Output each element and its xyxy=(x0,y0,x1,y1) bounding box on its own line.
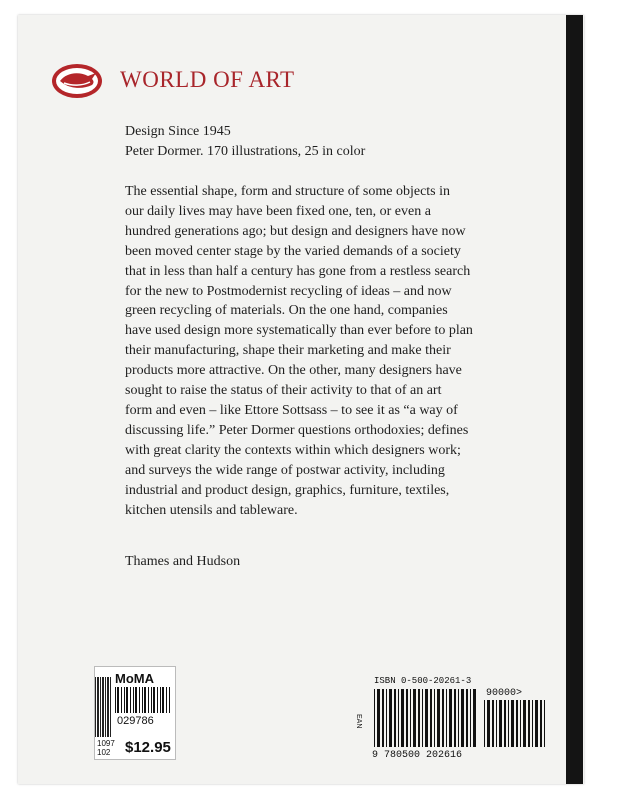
blurb-line: The essential shape, form and structure of some objects in xyxy=(125,184,451,199)
blurb-line: been moved center stage by the varied demands of a society xyxy=(125,243,461,259)
store-label: MoMA xyxy=(115,671,154,686)
sticker-barcode-strip xyxy=(95,677,112,737)
barcode-bar xyxy=(398,689,399,747)
barcode-bar xyxy=(535,700,538,747)
sticker-small-code: 1097 102 xyxy=(97,739,115,757)
price-sticker xyxy=(94,666,176,760)
barcode-bar xyxy=(437,689,440,747)
blurb-line: kitchen utensils and tableware. xyxy=(125,502,298,518)
barcode-bar xyxy=(540,700,542,747)
barcode-bar xyxy=(446,689,447,747)
barcode-bar xyxy=(523,700,526,747)
blurb-line: their manufacturing, shape their marketing and make their xyxy=(125,343,451,359)
barcode-bar xyxy=(466,689,468,747)
price-label: $12.95 xyxy=(125,739,171,756)
barcode-bar xyxy=(458,689,459,747)
book-byline: Peter Dormer. 170 illustrations, 25 in color xyxy=(125,144,366,159)
barcode-bar xyxy=(473,689,476,747)
barcode-bar xyxy=(377,689,380,747)
barcode-bar xyxy=(484,700,485,747)
ean-barcode xyxy=(374,689,478,747)
barcode-bar xyxy=(394,689,396,747)
barcode-bar xyxy=(418,689,420,747)
barcode-bar xyxy=(389,689,392,747)
blurb-line: discussing life.” Peter Dormer questions orthodoxies; defines xyxy=(125,422,469,438)
blurb-line: products more attractive. On the other, many designers have xyxy=(125,363,462,379)
price-barcode xyxy=(484,700,546,747)
sticker-code: 029786 xyxy=(117,715,154,727)
barcode-bar xyxy=(434,689,435,747)
barcode-bar xyxy=(532,700,533,747)
barcode-bar xyxy=(454,689,456,747)
barcode-bar xyxy=(496,700,497,747)
barcode-bar xyxy=(520,700,521,747)
barcode-bar xyxy=(449,689,452,747)
barcode-bar xyxy=(413,689,416,747)
book-spine xyxy=(566,15,583,784)
dolphin-logo-icon xyxy=(52,64,102,98)
barcode-bar xyxy=(425,689,428,747)
barcode-bar xyxy=(492,700,494,747)
sticker-barcode xyxy=(115,687,171,713)
barcode-bar xyxy=(386,689,387,747)
barcode-bar xyxy=(544,700,545,747)
barcode-bar xyxy=(470,689,471,747)
barcode-bar xyxy=(442,689,444,747)
blurb-text xyxy=(125,182,505,520)
blurb-line: sought to raise the status of their activity to that of an art xyxy=(125,383,442,399)
barcode-bar xyxy=(422,689,423,747)
barcode-bar xyxy=(508,700,509,747)
barcode-bar xyxy=(382,689,384,747)
barcode-bar xyxy=(406,689,408,747)
blurb-line: and surveys the wide range of postwar activity, including xyxy=(125,462,445,478)
blurb-line: for the new to Postmodernist recycling of ideas – and now xyxy=(125,283,452,299)
isbn-text: ISBN 0-500-20261-3 xyxy=(374,676,472,686)
blurb-line: green recycling of materials. On the one hand, companies xyxy=(125,303,448,319)
barcode-bar xyxy=(487,700,490,747)
barcode-bar xyxy=(528,700,530,747)
blurb-line: industrial and product design, graphics, furniture, textiles, xyxy=(125,482,450,498)
blurb-line: hundred generations ago; but design and designers have now xyxy=(125,223,466,239)
blurb-line: with great clarity the contexts within which designers work; xyxy=(125,442,461,458)
book-title: Design Since 1945 xyxy=(125,124,231,139)
barcode-number: 9 780500 202616 xyxy=(372,750,463,761)
barcode-bar xyxy=(504,700,506,747)
blurb-line: that in less than half a century has gone from a restless search xyxy=(125,263,471,279)
blurb-line: have used design more systematically than ever before to plan xyxy=(125,323,473,339)
series-name: WORLD OF ART xyxy=(120,67,295,92)
ean-label: EAN xyxy=(355,714,362,729)
blurb-line: our daily lives may have been fixed one, ten, or even a xyxy=(125,203,431,219)
barcode-bar xyxy=(374,689,375,747)
barcode-bar xyxy=(499,700,502,747)
barcode-bar xyxy=(430,689,432,747)
barcode-bar xyxy=(401,689,404,747)
barcode-bar xyxy=(461,689,464,747)
price-code-text: 90000> xyxy=(486,688,523,699)
blurb-line: form and even – like Ettore Sottsass – to see it as “a way of xyxy=(125,402,458,418)
barcode-bar xyxy=(511,700,514,747)
barcode-bar xyxy=(516,700,518,747)
publisher-name: Thames and Hudson xyxy=(125,554,241,569)
barcode-bar xyxy=(410,689,411,747)
